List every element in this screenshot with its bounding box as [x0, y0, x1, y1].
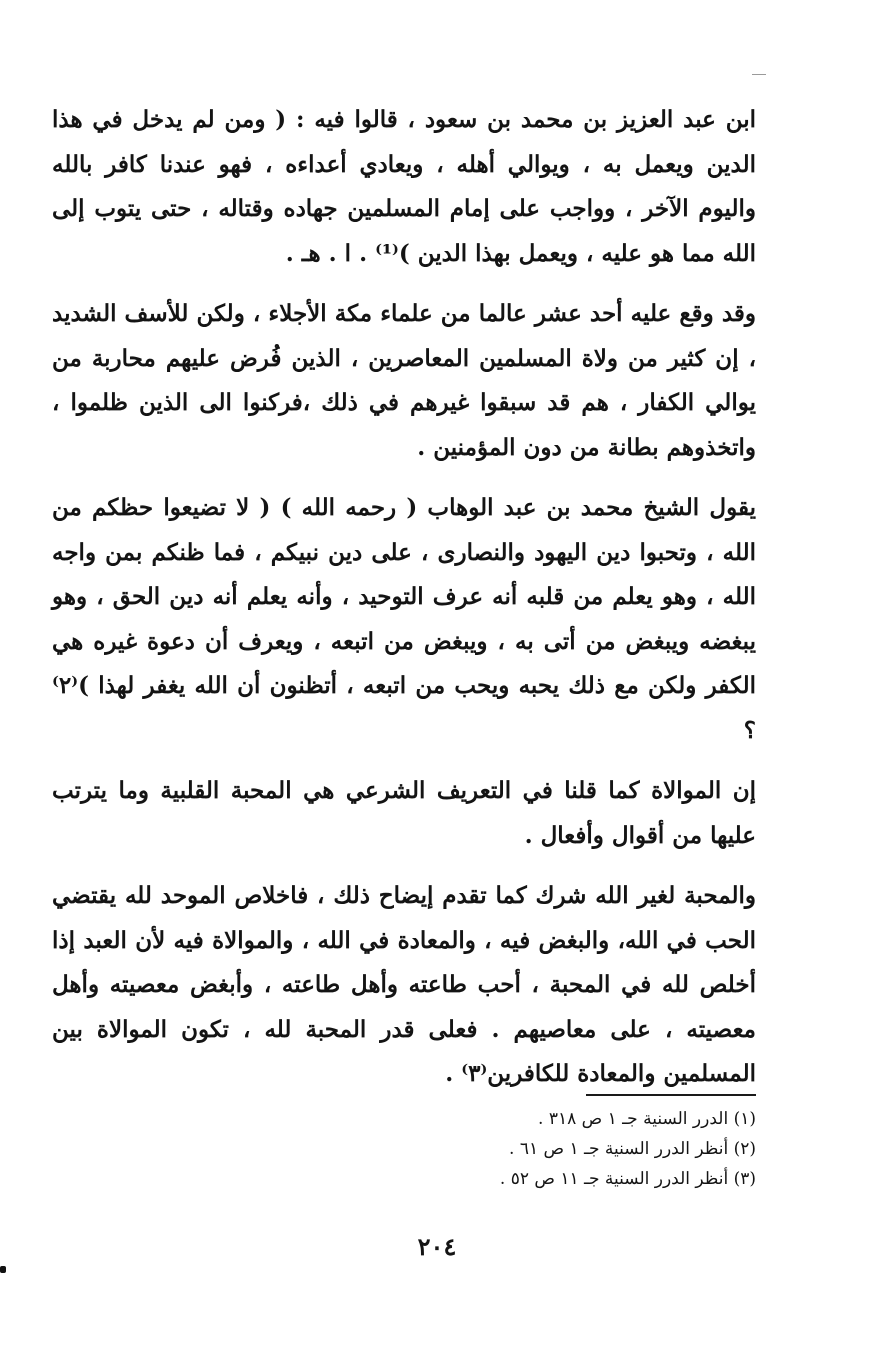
- paragraph-3: يقول الشيخ محمد بن عبد الوهاب ( رحمه الله ) ( لا تضيعوا حظكم من الله ، وتحبوا دين اليهود والنصارى ، على دين نبيكم ، فما ظنكم بمن واجه الله ، وهو يعلم من قلبه أنه عرف التوحيد ، وأنه يعلم أنه دين الحق ، وهو يبغضه ويبغض من أتى به ، ويبغض من اتبعه ، ويعرف أن دعوة غيره هي الكفر ولكن مع ذلك يحبه ويحب من اتبعه ، أتظنون أن الله يغفر لهذا )⁽٢⁾ ؟: [52, 494, 756, 744]
- paragraph-5: والمحبة لغير الله شرك كما تقدم إيضاح ذلك ، فاخلاص الموحد لله يقتضي الحب في الله، والبغض فيه ، والمعادة في الله ، والموالاة فيه لأن العبد إذا أخلص لله في المحبة ، أحب طاعته وأهل طاعته ، وأبغض معصيته وأهل معصيته ، على معاصيهم . فعلى قدر المحبة لله ، تكون الموالاة بين المسلمين والمعادة للكافرين⁽٣⁾ .: [52, 882, 756, 1087]
- footnotes: [116, 1104, 756, 1194]
- paragraph-2: وقد وقع عليه أحد عشر عالما من علماء مكة الأجلاء ، ولكن للأسف الشديد ، إن كثير من ولاة المسلمين المعاصرين ، الذين فُرض عليهم محاربة من يوالي الكفار ، هم قد سبقوا غيرهم في ذلك ،فركنوا الى الذين ظلموا ، واتخذوهم بطانة من دون المؤمنين .: [52, 300, 756, 461]
- footnote-1: (١) الدرر السنية جـ ١ ص ٣١٨ .: [538, 1109, 756, 1129]
- scan-mark: [752, 74, 766, 75]
- footnote-3: (٣) أنظر الدرر السنية جـ ١١ ص ٥٢ .: [499, 1169, 756, 1189]
- paragraph-4: إن الموالاة كما قلنا في التعريف الشرعي هي المحبة القلبية وما يترتب عليها من أقوال وأفعال .: [52, 777, 756, 849]
- paragraph-1: ابن عبد العزيز بن محمد بن سعود ، قالوا فيه : ( ومن لم يدخل في هذا الدين ويعمل به ، ويوالي أهله ، ويعادي أعداءه ، فهو عندنا كافر بالله واليوم الآخر ، وواجب على إمام المسلمين جهاده وقتاله ، حتى يتوب إلى الله مما هو عليه ، ويعمل بهذا الدين )⁽¹⁾ . ا . هـ .: [52, 106, 756, 267]
- footnote-separator: [586, 1094, 756, 1096]
- page-number: ٢٠٤: [417, 1232, 457, 1261]
- page-body: [52, 98, 756, 1097]
- scan-mark: [0, 1266, 6, 1273]
- footnote-2: (٢) أنظر الدرر السنية جـ ١ ص ٦١ .: [509, 1139, 756, 1159]
